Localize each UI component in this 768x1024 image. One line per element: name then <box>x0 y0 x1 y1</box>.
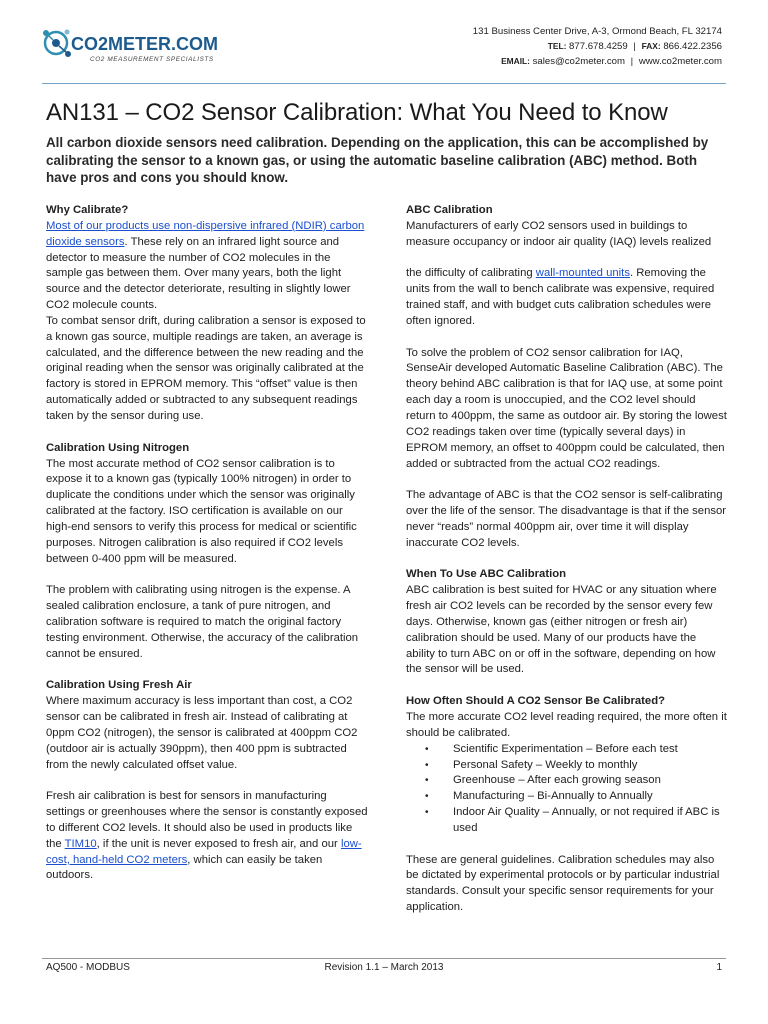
footer-revision: Revision 1.1 – March 2013 <box>324 962 444 973</box>
section-heading-fresh-air: Calibration Using Fresh Air <box>46 679 192 692</box>
phone-line <box>362 39 722 54</box>
page-number: 1 <box>716 962 722 973</box>
logo-tagline: CO2 MEASUREMENT SPECIALISTS <box>90 56 214 63</box>
tim10-link[interactable]: TIM10 <box>64 837 97 850</box>
separator: | <box>630 56 634 67</box>
fresh-text-b: , if the unit is never exposed to fresh air, and our <box>96 837 341 850</box>
right-column <box>406 203 728 916</box>
closing-paragraph: These are general guidelines. Calibration schedules may also be dictated by experimental protocols or by particular industrial standards. Consult your specific sensor requirements for your application. <box>406 853 720 914</box>
list-item <box>406 773 728 789</box>
section-heading-when: When To Use ABC Calibration <box>406 568 567 581</box>
email-line <box>362 54 722 69</box>
bullet-icon: • <box>425 791 429 803</box>
list-item <box>406 758 728 774</box>
address-line: 131 Business Center Drive, A-3, Ormond Beach, FL 32174 <box>472 26 722 37</box>
calibration-frequency-list <box>406 742 728 837</box>
why-paragraph-2: To combat sensor drift, during calibration a sensor is exposed to a known gas source, multiple readings are taken, an average is calculated, and the difference between the new reading and the original reading when the sensor was originally calibrated at the factory is stored in EPROM memory. This “offset” value is then automatically added or subtracted to any subsequent readings taken by the sensor during use. <box>46 314 366 422</box>
when-paragraph: ABC calibration is best suited for HVAC or any situation where fresh air CO2 levels can be recorded by the sensor every few days. Otherwise, known gas (either nitrogen or fresh air) calibration should be used. Many of our products have the ability to turn ABC on or off in the software, depending on how the sensor will be used. <box>406 584 717 676</box>
fresh-text-c: , which can easily be taken outdoors. <box>46 853 323 882</box>
abc-paragraph-2 <box>406 266 728 329</box>
header-divider <box>42 83 726 84</box>
website-link[interactable]: www.co2meter.com <box>638 56 722 67</box>
fresh-text-a: Fresh air calibration is best for sensors in manufacturing settings or greenhouses where the sensor is constantly exposed to different CO2 levels. It should also be used in products like the <box>46 790 368 850</box>
list-item-text: Manufacturing – Bi-Annually to Annually <box>453 790 653 803</box>
left-column <box>46 203 368 884</box>
logo-wordmark: CO2METER.COM <box>71 34 219 54</box>
section-heading-how-often: How Often Should A CO2 Sensor Be Calibrated? <box>406 695 666 708</box>
abc-paragraph-3: To solve the problem of CO2 sensor calibration for IAQ, SenseAir developed Automatic Baseline Calibration (ABC). The theory behind ABC calibration is that for IAQ use, at some point each day a room is unoccupied, and the CO2 level should return to 400ppm, the same as outdoor air. By storing the lowest CO2 readings taken over time (typically several days) in EPROM memory, an offset to 400ppm could be calculated, then added or subtracted from the actual CO2 readings. <box>406 346 727 470</box>
section-heading-nitrogen: Calibration Using Nitrogen <box>46 441 190 454</box>
fax-value: 866.422.2356 <box>663 41 722 52</box>
bullet-icon: • <box>425 775 429 787</box>
bullet-icon: • <box>425 807 429 819</box>
tel-label: TEL: <box>547 41 567 51</box>
section-heading-why: Why Calibrate? <box>46 204 129 216</box>
fax-label: FAX: <box>641 41 661 51</box>
handheld-meters-link[interactable]: low-cost, hand-held CO2 meters <box>46 837 362 866</box>
abc-text-a: the difficulty of calibrating <box>406 267 536 280</box>
list-item <box>406 789 728 805</box>
separator: | <box>633 41 636 52</box>
abc-text-b: . Removing the units from the wall to bench calibrate was expensive, required trained staff, and with budget cuts calibration schedules were often ignored. <box>406 267 715 327</box>
why-paragraph-1 <box>46 219 368 314</box>
fresh-paragraph-1: Where maximum accuracy is less important than cost, a CO2 sensor can be calibrated in fresh air. Instead of calibrating at 0ppm CO2 (nitrogen), the sensor is calibrated at 400ppm CO2 (outdoor air is actually 390ppm), then 400 ppm is subtracted from the newly calculated offset value. <box>46 695 358 771</box>
how-often-paragraph: The more accurate CO2 level reading required, the more often it should be calibrated. <box>406 711 727 739</box>
molecule-logo-icon <box>42 24 222 70</box>
why-text: . These rely on an infrared light source and detector to measure the number of CO2 molecules in the sample gas between them. Over many years, both the light source and the detector deteriorate, resulting in slightly lower CO2 molecule counts. <box>46 235 351 312</box>
wall-mounted-link[interactable]: wall-mounted units <box>535 267 630 280</box>
footer-doc-id: AQ500 - MODBUS <box>46 962 130 973</box>
ndir-link[interactable]: Most of our products use non-dispersive infrared (NDIR) carbon dioxide sensors <box>46 219 365 248</box>
tel-value: 877.678.4259 <box>569 41 628 52</box>
bullet-icon: • <box>425 743 429 755</box>
page-title: AN131 – CO2 Sensor Calibration: What You Need to Know <box>46 99 668 126</box>
list-item-text: Scientific Experimentation – Before each test <box>453 742 678 755</box>
list-item <box>406 742 728 758</box>
abc-paragraph-4: The advantage of ABC is that the CO2 sensor is self-calibrating over the life of the sensor. The disadvantage is that if the sensor never “reads” normal 400ppm air, over time it will display inaccurate CO2 levels. <box>406 489 727 549</box>
footer-divider <box>42 958 726 959</box>
contact-block <box>362 24 722 69</box>
fresh-paragraph-2 <box>46 789 368 884</box>
list-item-text: Greenhouse – After each growing season <box>453 774 661 787</box>
abc-paragraph-1: Manufacturers of early CO2 sensors used in buildings to measure occupancy or indoor air quality (IAQ) levels realized <box>406 219 712 248</box>
nitrogen-paragraph-2: The problem with calibrating using nitrogen is the expense. A sealed calibration enclosure, a tank of pure nitrogen, and calibration software is required to match the original factory testing environment. Otherwise, the accuracy of the calibration cannot be ensured. <box>46 584 359 660</box>
list-item-text: Personal Safety – Weekly to monthly <box>453 758 638 771</box>
lead-paragraph: All carbon dioxide sensors need calibration. Depending on the application, this can be accomplished by calibrating the sensor to a known gas, or using the automatic baseline calibration (ABC) method. Both have pros and cons you should know. <box>46 135 709 185</box>
list-item-text: Indoor Air Quality – Annually, or not required if ABC is used <box>453 806 720 834</box>
bullet-icon: • <box>425 759 429 771</box>
section-heading-abc: ABC Calibration <box>406 204 493 216</box>
nitrogen-paragraph-1: The most accurate method of CO2 sensor calibration is to expose it to a known gas (typically 100% nitrogen) in order to duplicate the conditions under which the sensor was originally calibrated at the factory. ISO certification is available on our high-end sensors to verify this process for medical or scientific purposes. Nitrogen calibration is also required if CO2 levels between 0-400 ppm will be measured. <box>46 457 357 565</box>
list-item <box>406 805 728 837</box>
email-label: EMAIL: <box>501 56 530 66</box>
email-link[interactable]: sales@co2meter.com <box>532 56 625 67</box>
company-logo[interactable] <box>42 24 222 70</box>
